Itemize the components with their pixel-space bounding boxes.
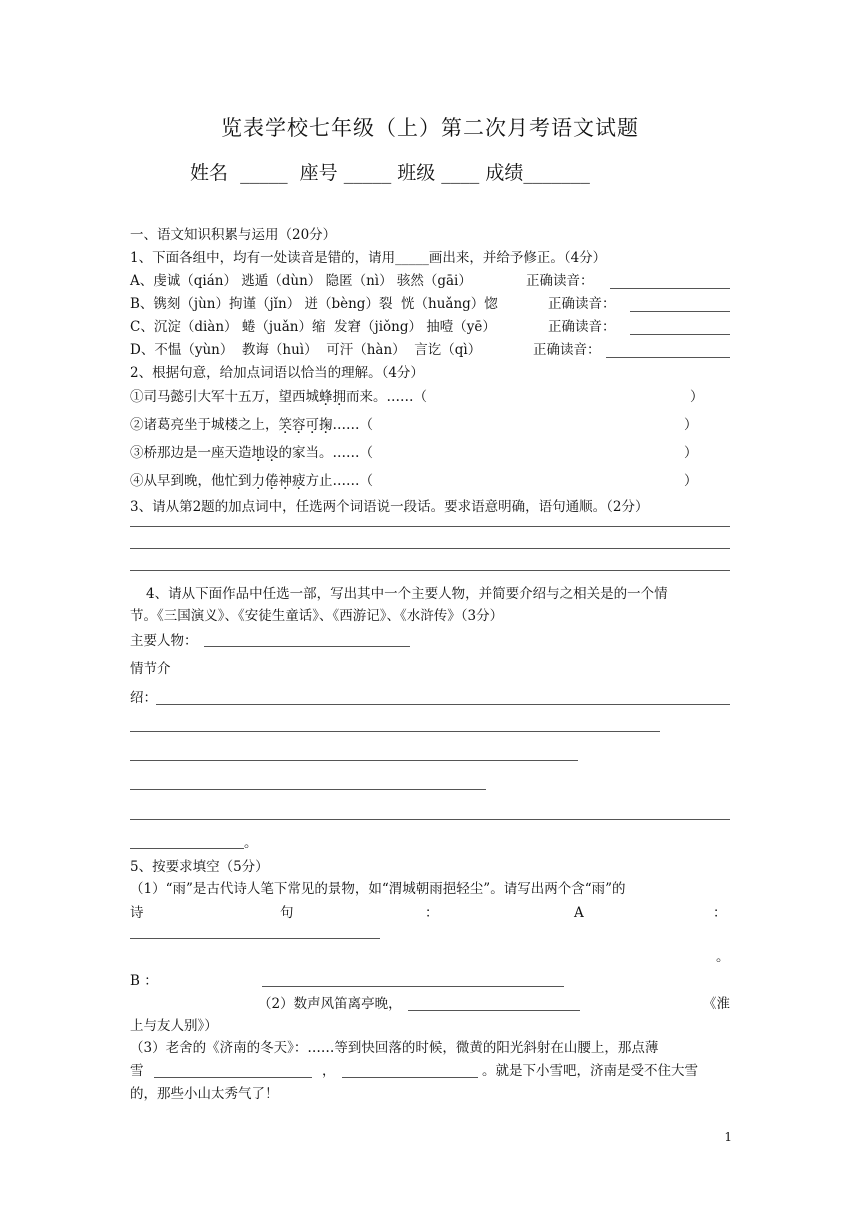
q1-prompt: 1、下面各组中，均有一处读音是错的，请用_____画出来，并给予修正。（4分）: [130, 250, 607, 266]
q4-prompt-line-2: 节。《三国演义》、《安徒生童话》、《西游记》、《水浒传》（3分）: [130, 608, 504, 624]
q4-plot-line-6[interactable]: [130, 848, 244, 849]
emphasis-dot-char: 蜂: [319, 389, 333, 405]
q1-option-c-answer-blank[interactable]: [630, 334, 730, 335]
q2-item-1-post: 而来。……（: [346, 389, 427, 405]
q5-sub1-blank-a[interactable]: [130, 938, 380, 939]
q3-answer-line-2[interactable]: [130, 548, 730, 549]
q3-prompt: 3、请从第2题的加点词中，任选两个词语说一段话。要求语意明确，语句通顺。（2分）: [130, 499, 649, 515]
q2-item-3: [130, 444, 373, 462]
q2-item-2-post: ……（: [332, 417, 373, 433]
q4-plot-line-4[interactable]: [130, 789, 486, 790]
q5-sub2-source-a: 《淮: [703, 996, 730, 1012]
q4-plot-line-2[interactable]: [130, 731, 660, 732]
q5-sub2-text: （2）数声风笛离亭晚，: [258, 996, 402, 1012]
q2-item-4-post: 方止……（: [305, 473, 373, 489]
student-info-line: 姓名 _____ 座号 _____ 班级 ____ 成绩_______: [190, 162, 590, 184]
q3-answer-line-3[interactable]: [130, 570, 730, 571]
q1-option-a-answer-blank[interactable]: [610, 288, 730, 289]
q5-sub1-char-1: 诗: [130, 905, 144, 921]
q2-item-3-dotted-word: [252, 445, 279, 461]
emphasis-dot-char: 拥: [332, 389, 346, 405]
page-number: 1: [724, 1130, 732, 1144]
emphasis-dot-char: 笑: [278, 417, 292, 433]
section1-heading: 一、语文知识积累与运用（20分）: [130, 227, 337, 243]
q5-sub3-line-3: 的，那些小山太秀气了！: [130, 1086, 279, 1102]
q1-option-d-answer-label: 正确读音：: [533, 342, 601, 358]
q4-end-mark: 。: [244, 835, 258, 851]
q2-item-1: [130, 388, 427, 406]
q1-option-d-answer-blank[interactable]: [606, 357, 730, 358]
page-title: 览表学校七年级（上）第二次月考语文试题: [221, 116, 639, 140]
q4-main-character-blank[interactable]: [204, 646, 410, 647]
q2-item-3-post: 的家当。……（: [278, 445, 373, 461]
emphasis-dot-char: 地: [251, 445, 265, 461]
q5-sub1-line-1: （1）“雨”是古代诗人笔下常见的景物，如“渭城朝雨挹轻尘”。请写出两个含“雨”的: [130, 881, 626, 897]
q4-plot-line-1[interactable]: [156, 704, 730, 705]
emphasis-dot-char: 力: [251, 473, 265, 489]
emphasis-dot-char: 设: [265, 445, 279, 461]
q5-sub1-char-4: A: [574, 905, 584, 921]
q2-item-2-pre: ②诸葛亮坐于城楼之上，: [130, 417, 279, 433]
q5-sub3-comma: ，: [322, 1063, 336, 1079]
q5-sub1-blank-b[interactable]: [262, 986, 564, 987]
q4-plot-label-line-1: 情节介: [130, 661, 171, 677]
q4-prompt-line-1: 4、请从下面作品中任选一部，写出其中一个主要人物，并简要介绍与之相关是的一个情: [146, 586, 668, 602]
q1-option-b-answer-blank[interactable]: [630, 311, 730, 312]
q2-item-3-pre: ③桥那边是一座天造: [130, 445, 252, 461]
q5-sub3-blank-2[interactable]: [342, 1077, 478, 1078]
q5-sub1-end-mark: 。: [716, 949, 730, 965]
q4-plot-label-line-2: 绍：: [130, 690, 157, 706]
q5-sub1-char-5: ：: [713, 905, 727, 921]
q2-item-4-pre: ④从早到晚，他忙到: [130, 473, 252, 489]
q1-option-b: B、镌刻（jùn）拘谨（jǐn） 迸（bèng）裂 恍（huǎng）惚: [130, 296, 498, 312]
q5-sub3-line-2-start: 雪: [130, 1063, 144, 1079]
q1-option-b-answer-label: 正确读音：: [548, 296, 616, 312]
q2-item-2-dotted-word: [279, 417, 333, 433]
q2-item-1-pre: ①司马懿引大军十五万，望西城: [130, 389, 319, 405]
q2-prompt: 2、根据句意，给加点词语以恰当的理解。（4分）: [130, 365, 424, 381]
q2-item-4: [130, 472, 373, 490]
q5-sub2-blank[interactable]: [408, 1010, 580, 1011]
q5-prompt: 5、按要求填空（5分）: [130, 859, 269, 875]
q4-main-character-label: 主要人物：: [130, 633, 198, 649]
q2-item-1-dotted-word: [319, 389, 346, 405]
q2-item-4-close: ）: [684, 473, 698, 489]
q4-plot-line-5[interactable]: [130, 819, 730, 820]
emphasis-dot-char: 掬: [319, 417, 333, 433]
q1-option-c: C、沉淀（diàn） 蜷（juǎn）缩 发窘（jiǒng） 抽噎（yē）: [130, 319, 496, 335]
q1-option-d: D、不愠（yùn） 教诲（huì） 可汗（hàn） 言讫（qì）: [130, 342, 482, 358]
emphasis-dot-char: 可: [305, 417, 319, 433]
emphasis-dot-char: 倦: [265, 473, 279, 489]
q5-sub1-char-2: 句: [280, 905, 294, 921]
emphasis-dot-char: 神: [278, 473, 292, 489]
emphasis-dot-char: 疲: [292, 473, 306, 489]
q2-item-3-close: ）: [684, 445, 698, 461]
q5-sub3-blank-1[interactable]: [154, 1077, 312, 1078]
q5-sub1-char-3: ：: [425, 905, 439, 921]
q3-answer-line-1[interactable]: [130, 526, 730, 527]
q2-item-1-close: ）: [690, 389, 704, 405]
q2-item-2-close: ）: [684, 417, 698, 433]
emphasis-dot-char: 容: [292, 417, 306, 433]
q1-option-c-answer-label: 正确读音：: [548, 319, 616, 335]
q5-sub3-line-1: （3）老舍的《济南的冬天》：……等到快回落的时候，微黄的阳光斜射在山腰上，那点薄: [130, 1040, 659, 1056]
q1-option-a: A、虔诚（qián） 逃遁（dùn） 隐匿（nì） 骇然（gāi）: [130, 273, 472, 289]
q2-item-4-dotted-word: [252, 473, 306, 489]
q4-plot-line-3[interactable]: [130, 760, 578, 761]
q2-item-2: [130, 416, 373, 434]
q5-sub1-b-label: B ：: [130, 973, 158, 989]
q5-sub3-line-2-end: 。就是下小雪吧，济南是受不住大雪: [482, 1063, 698, 1079]
q5-sub2-source-b: 上与友人别》）: [130, 1018, 218, 1034]
q1-option-a-answer-label: 正确读音：: [526, 273, 594, 289]
